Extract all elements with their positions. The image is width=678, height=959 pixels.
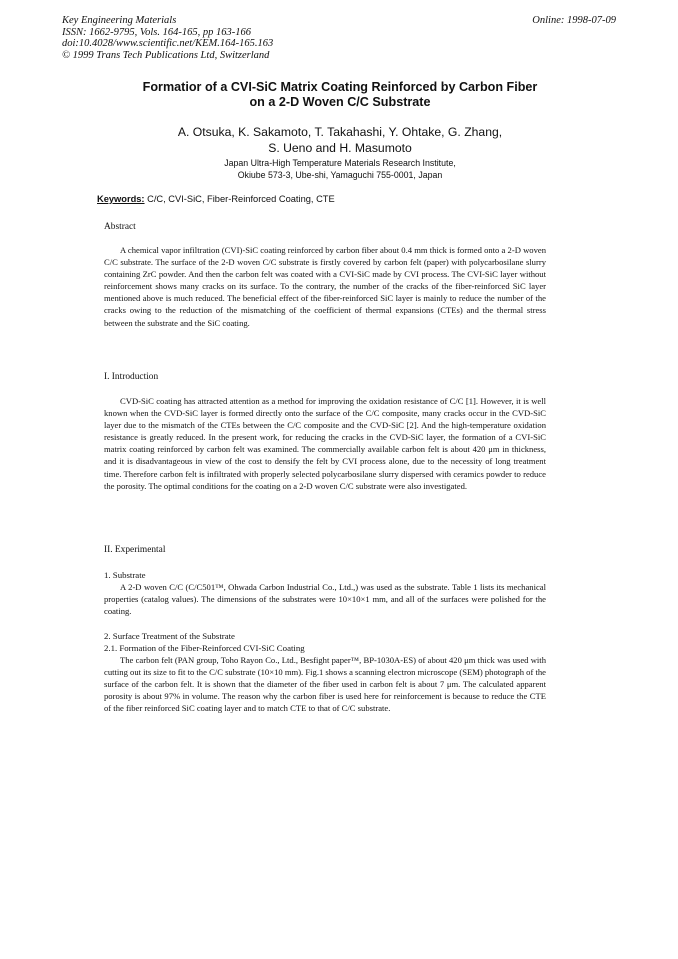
keywords-text: C/C, CVI-SiC, Fiber-Reinforced Coating, CTE [147,194,335,204]
introduction-heading: I. Introduction [104,372,159,382]
abstract-heading: Abstract [104,222,136,232]
substrate-heading: 1. Substrate [104,570,146,580]
introduction-body [104,395,546,492]
keywords-label: Keywords: [97,194,145,204]
copyright-line: © 1999 Trans Tech Publications Ltd, Switzerland [62,49,270,61]
fiber-coating-body [104,654,546,714]
substrate-body [104,581,546,617]
journal-header [62,15,273,61]
fiber-coating-heading: 2.1. Formation of the Fiber-Reinforced CVI-SiC Coating [104,643,305,653]
keywords [97,194,335,204]
affiliation-line-1: Japan Ultra-High Temperature Materials Research Institute, [224,158,456,168]
title-line-1: Formatior of a CVI-SiC Matrix Coating Reinforced by Carbon Fiber [142,80,538,94]
substrate-text: A 2-D woven C/C (C/C501™, Ohwada Carbon Industrial Co., Ltd.,) was used as the substrate. Table 1 lists its mechanical properties (catalog values). The dimensions of the substrates were 10×10×1 mm, and all of the surfaces were polished for the coating. [104,582,546,617]
paper-title [100,80,580,110]
affiliation-line-2: Okiube 573-3, Ube-shi, Yamaguchi 755-0001, Japan [237,169,443,180]
introduction-text: CVD-SiC coating has attracted attention as a method for improving the oxidation resistance of C/C [1]. However, it is well known when the CVD-SiC layer is formed directly onto the surface of the C/C composite, many cracks occur in the CVD-SiC layer due to the mismatch of the CTEs between the C/C composite and the CVD-SiC [2]. And the high-temperature oxidation resistance is greatly reduced. In the present work, for reducing the cracks in the CVD-SiC layer, the formation of a CVI-SiC matrix coating reinforced by carbon felt was examined. The commercially available carbon felt is about 420 μm in thickness, and it is disadvantageous in view of the cost to densify the felt by CVI process alone, due to the necessity of long treatment time. Therefore carbon felt is infiltrated with properly selected polycarbosilane slurry dispersed with ceramics powder to reduce the porosity. The optimal conditions for the coating on a 2-D woven C/C substrate were also investigated. [104,396,546,491]
journal-name: Key Engineering Materials [62,15,177,26]
author-list [100,124,580,156]
authors-line-1: A. Otsuka, K. Sakamoto, T. Takahashi, Y. Ohtake, G. Zhang, [177,125,503,139]
issn-line: ISSN: 1662-9795, Vols. 164-165, pp 163-166 [62,26,251,38]
authors-line-2: S. Ueno and H. Masumoto [268,141,412,155]
online-date: Online: 1998-07-09 [532,15,616,26]
fiber-coating-text: The carbon felt (PAN group, Toho Rayon Co., Ltd., Besfight paper™, BP-1030A-ES) of about 420 μm thick was used with cutting out its size to fit to the C/C substrate (10×10 mm). Fig.1 shows a scanning electron microscope (SEM) photograph of the surface of the carbon felt. It is shown that the diameter of the fiber used in carbon felt is about 7 μm. The calculated apparent porosity is about 97% in volume. The reason why the carbon fiber is used here for reinforcement is because to reduce the CTE of the fiber reinforced SiC coating layer and to match CTE to that of C/C substrate. [104,655,546,714]
title-line-2: on a 2-D Woven C/C Substrate [249,95,431,109]
surface-treatment-heading: 2. Surface Treatment of the Substrate [104,631,235,641]
abstract-text: A chemical vapor infiltration (CVI)-SiC coating reinforced by carbon fiber about 0.4 mm thick is formed onto a 2-D woven C/C substrate. The surface of the 2-D woven C/C substrate is firstly covered by carbon felt (paper) with polycarbosilane slurry containing ZrC powder. And then the carbon felt was coated with a CVI-SiC made by CVI process. The CVI-SiC layer without reinforcement shows many cracks on its surface. To the contrary, the number of the cracks of the fiber-reinforced SiC layer mentioned above is much reduced. The beneficial effect of the fiber-reinforced SiC layer is mainly to reduce the number of the cracks owing to the reduction of the mismatching of the coefficient of thermal expansions (CTEs) and the thermal stress between the substrate and the SiC coating. [104,245,546,328]
experimental-heading: II. Experimental [104,545,166,555]
abstract-body [104,244,546,329]
affiliation [100,158,580,181]
doi-line: doi:10.4028/www.scientific.net/KEM.164-165.163 [62,38,274,50]
